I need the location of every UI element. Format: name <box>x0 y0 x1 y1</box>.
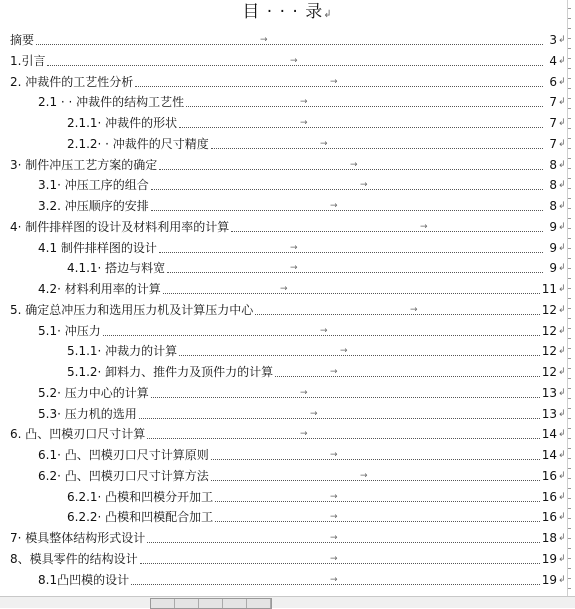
dot-leader <box>159 159 543 170</box>
ruler-tick <box>568 278 571 279</box>
toc-entry-page: 6 <box>549 74 557 89</box>
toc-entry-label: 摘要 <box>10 33 35 47</box>
toc-entry-label: 3.1· 冲压工序的组合 <box>38 178 149 193</box>
dot-leader <box>186 97 543 108</box>
ruler-tick <box>568 588 571 589</box>
dot-leader <box>167 263 543 274</box>
ruler-tick <box>568 398 571 399</box>
toc-entry[interactable] <box>0 72 568 92</box>
paragraph-mark-icon: ↲ <box>558 574 566 585</box>
paragraph-mark-icon: ↲ <box>558 159 566 170</box>
ruler-tick <box>568 428 571 429</box>
toc-entry-page: 16 <box>541 468 557 483</box>
ruler-tick <box>568 308 571 309</box>
toc-entry-page: 12 <box>541 344 557 359</box>
toc-entry-label: 6.1· 凸、凹模刃口尺寸计算原则 <box>38 448 209 462</box>
ruler-tick <box>568 458 571 459</box>
toc-entry[interactable] <box>0 155 568 175</box>
toc-title <box>0 0 575 24</box>
ruler-tick <box>568 408 571 409</box>
toc-entry[interactable] <box>0 134 568 154</box>
dot-leader <box>231 221 543 232</box>
toc-entry-label: 6.2· 凸、凹模刃口尺寸计算方法 <box>38 468 209 483</box>
paragraph-mark-icon: ↲ <box>558 512 566 523</box>
toc-entry-label: 3.2. 冲压顺序的安排 <box>38 199 149 213</box>
tab-mark-icon: → <box>350 159 358 170</box>
paragraph-mark-icon: ↲ <box>558 221 566 232</box>
tab-mark-icon: → <box>420 221 428 232</box>
toc-entry-page: 19 <box>541 551 557 566</box>
tab-mark-icon: → <box>290 55 298 66</box>
tab-mark-icon: → <box>330 491 338 502</box>
ruler-tick <box>568 208 571 209</box>
dot-leader <box>211 470 540 481</box>
toc-entry-page: 3 <box>549 33 557 47</box>
dot-leader <box>215 491 540 502</box>
toc-entry[interactable] <box>0 466 568 486</box>
paragraph-mark-icon: ↲ <box>558 118 566 128</box>
ruler-tick <box>568 438 571 439</box>
dot-leader <box>140 553 540 564</box>
ruler-tick <box>568 488 571 489</box>
toc-entry[interactable] <box>0 238 568 258</box>
ruler-tick <box>568 78 571 79</box>
ruler-tick <box>568 188 571 189</box>
toc-entry-page: 14 <box>541 427 557 442</box>
toc-entry[interactable] <box>0 362 568 382</box>
toc-entry-label: 4.1.1· 搭边与料宽 <box>67 261 166 276</box>
dot-leader <box>151 201 543 211</box>
toc-entry-label: 6.2.1· 凸模和凹模分开加工 <box>67 489 214 504</box>
toc-entry-label: 2.1.2· · 冲裁件的尺寸精度 <box>67 136 209 151</box>
ruler-tick <box>568 478 571 479</box>
toc-entry-page: 16 <box>541 489 557 504</box>
toc-entry-label: 6. 凸、凹模刃口尺寸计算 <box>10 427 146 442</box>
toc-entry-page: 19 <box>541 572 557 587</box>
paragraph-mark-icon: ↲ <box>558 180 566 191</box>
tab-mark-icon: → <box>320 325 328 336</box>
paragraph-mark-icon: ↲ <box>558 284 566 294</box>
ruler-tick <box>568 508 571 509</box>
toc-entry[interactable] <box>0 113 568 133</box>
ruler-tick <box>568 348 571 349</box>
ruler-tick <box>568 48 571 49</box>
status-bar <box>0 596 575 608</box>
toc-entry-label: 8、模具零件的结构设计 <box>10 551 138 566</box>
toc-entry-label: 5.2· 压力中心的计算 <box>38 385 149 400</box>
paragraph-mark-icon: ↲ <box>558 450 566 460</box>
paragraph-mark-icon: ↲ <box>558 242 566 253</box>
tab-mark-icon: → <box>330 367 338 377</box>
ruler-tick <box>568 258 571 259</box>
tab-mark-icon: → <box>280 284 288 294</box>
paragraph-mark-icon: ↲ <box>558 346 566 357</box>
paragraph-mark-icon: ↲ <box>558 97 566 108</box>
toc-entry-label: 5.1.2· 卸料力、推件力及顶件力的计算 <box>67 365 274 379</box>
ruler-tick <box>568 338 571 339</box>
toc-entry[interactable] <box>0 341 568 361</box>
toc-entry-label: 4.2· 材料利用率的计算 <box>38 282 161 296</box>
dot-leader <box>211 138 543 149</box>
toc-entry-label: 8.1凸凹模的设计 <box>38 572 130 587</box>
dot-leader <box>215 512 540 523</box>
tab-mark-icon: → <box>310 408 318 419</box>
tab-mark-icon: → <box>330 512 338 523</box>
dot-leader <box>151 180 543 191</box>
ruler-tick <box>568 418 571 419</box>
tab-mark-icon: → <box>290 242 298 253</box>
dot-leader <box>147 533 539 543</box>
toc-entry-page: 11 <box>541 282 557 296</box>
ruler-tick <box>568 178 571 179</box>
toc-entry-page: 9 <box>549 240 557 255</box>
tab-mark-icon: → <box>330 574 338 585</box>
toc-entry-page: 18 <box>541 531 557 545</box>
ruler-tick <box>568 368 571 369</box>
paragraph-mark-icon: ↲ <box>558 76 566 87</box>
paragraph-mark-icon: ↲ <box>558 387 566 398</box>
toc-entry[interactable] <box>0 51 568 71</box>
toc-entry-label: 5.1.1· 冲裁力的计算 <box>67 344 178 359</box>
ruler-tick <box>568 298 571 299</box>
tab-mark-icon: → <box>300 387 308 398</box>
toc-entry-label: 5.3· 压力机的选用 <box>38 406 137 421</box>
toc-entry[interactable] <box>0 383 568 403</box>
ruler-tick <box>568 158 571 159</box>
paragraph-mark-icon: ↲ <box>558 304 566 315</box>
ruler-tick <box>568 498 571 499</box>
paragraph-mark-icon: ↲ <box>558 325 566 336</box>
paragraph-mark-icon: ↲ <box>558 533 566 543</box>
toc-entry-label: 2.1 · · 冲裁件的结构工艺性 <box>38 95 185 110</box>
ruler-tick <box>568 468 571 469</box>
tab-mark-icon: → <box>320 138 328 149</box>
dot-leader <box>275 367 540 377</box>
toc-entry[interactable] <box>0 279 568 299</box>
tab-mark-icon: → <box>290 263 298 274</box>
ruler-tick <box>568 538 571 539</box>
toc-entry-label: 3· 制件冲压工艺方案的确定 <box>10 157 158 172</box>
dot-leader <box>131 574 540 585</box>
toc-entry-page: 9 <box>549 219 557 234</box>
toc-entry-page: 12 <box>541 365 557 379</box>
ruler-tick <box>568 328 571 329</box>
ruler-tick <box>568 578 571 579</box>
dot-leader <box>103 325 540 336</box>
dot-leader <box>179 118 543 128</box>
toc-entry-page: 7 <box>549 95 557 110</box>
ruler-tick <box>568 58 571 59</box>
toc-entry[interactable] <box>0 570 568 590</box>
paragraph-mark-icon: ↲ <box>558 408 566 419</box>
ruler-tick <box>568 228 571 229</box>
dot-leader <box>135 76 543 87</box>
toc-entry[interactable] <box>0 528 568 548</box>
tab-mark-icon: → <box>330 533 338 543</box>
ruler-tick <box>568 558 571 559</box>
toc-entry-page: 12 <box>541 302 557 317</box>
dot-leader <box>47 55 543 66</box>
tab-mark-icon: → <box>330 553 338 564</box>
toc-entry-label: 2.1.1· 冲裁件的形状 <box>67 116 178 130</box>
toc-entry[interactable] <box>0 30 568 50</box>
ruler-tick <box>568 518 571 519</box>
toc-entry[interactable] <box>0 217 568 237</box>
toc-entry[interactable] <box>0 424 568 444</box>
paragraph-mark-icon: ↲ <box>558 55 566 66</box>
ruler-tick <box>568 128 571 129</box>
toc-entry-label: 4· 制件排样图的设计及材料利用率的计算 <box>10 219 230 234</box>
ruler-tick <box>568 68 571 69</box>
ruler-tick <box>568 88 571 89</box>
ruler-tick <box>568 218 571 219</box>
toc-entry[interactable] <box>0 321 568 341</box>
toc-entry-page: 14 <box>541 448 557 462</box>
ruler-tick <box>568 318 571 319</box>
toc-entry[interactable] <box>0 549 568 569</box>
ruler-tick <box>568 18 571 19</box>
tab-mark-icon: → <box>300 429 308 440</box>
tab-mark-icon: → <box>330 450 338 460</box>
toc-entry-page: 13 <box>541 385 557 400</box>
ruler-tick <box>568 118 571 119</box>
toc-entry-page: 13 <box>541 406 557 421</box>
dot-leader <box>151 387 540 398</box>
view-buttons[interactable] <box>150 598 272 609</box>
dot-leader <box>255 304 539 315</box>
ruler-tick <box>568 248 571 249</box>
dot-leader <box>139 408 540 419</box>
toc-entry[interactable] <box>0 487 568 507</box>
dot-leader <box>211 450 540 460</box>
paragraph-mark-icon: ↲ <box>558 553 566 564</box>
ruler-tick <box>568 238 571 239</box>
ruler-tick <box>568 528 571 529</box>
ruler-tick <box>568 568 571 569</box>
toc-entry-page: 7 <box>549 136 557 151</box>
paragraph-mark-icon: ↲ <box>558 35 566 45</box>
toc-entry[interactable] <box>0 92 568 112</box>
tab-mark-icon: → <box>330 76 338 87</box>
toc-entry[interactable] <box>0 196 568 216</box>
toc-entry-label: 5. 确定总冲压力和选用压力机及计算压力中心 <box>10 302 254 317</box>
tab-mark-icon: → <box>300 118 308 128</box>
toc-entry[interactable] <box>0 300 568 320</box>
ruler-tick <box>568 378 571 379</box>
ruler-tick <box>568 448 571 449</box>
toc-entry-page: 8 <box>549 178 557 193</box>
ruler-tick <box>568 288 571 289</box>
ruler-tick <box>568 108 571 109</box>
ruler-tick <box>568 8 571 9</box>
dot-leader <box>36 35 543 45</box>
toc-entry-page: 8 <box>549 199 557 213</box>
tab-mark-icon: → <box>360 470 368 481</box>
toc-entry-page: 4 <box>549 53 557 68</box>
dot-leader <box>147 429 539 440</box>
paragraph-mark-icon: ↲ <box>558 429 566 440</box>
ruler-tick <box>568 138 571 139</box>
vertical-ruler <box>567 0 575 607</box>
toc-entry[interactable] <box>0 445 568 465</box>
tab-mark-icon: → <box>410 304 418 315</box>
toc-entry-label: 4.1 制件排样图的设计 <box>38 240 157 255</box>
paragraph-mark-icon: ↲ <box>558 138 566 149</box>
tab-mark-icon: → <box>300 97 308 108</box>
toc-entry-label: 7· 模具整体结构形式设计 <box>10 531 146 545</box>
ruler-tick <box>568 358 571 359</box>
toc-entry[interactable] <box>0 175 568 195</box>
toc-entry-page: 12 <box>541 323 557 338</box>
dot-leader <box>163 284 540 294</box>
toc-entry-label: 2. 冲裁件的工艺性分析 <box>10 74 134 89</box>
toc-title-text: 目 · · · 录 <box>242 2 324 22</box>
paragraph-mark-icon: ↲ <box>558 470 566 481</box>
toc-entry-label: 6.2.2· 凸模和凹模配合加工 <box>67 510 214 525</box>
paragraph-mark-icon: ↲ <box>323 9 333 20</box>
toc-entry-page: 7 <box>549 116 557 130</box>
dot-leader <box>159 242 543 253</box>
tab-mark-icon: → <box>330 201 338 211</box>
toc-entry[interactable] <box>0 404 568 424</box>
paragraph-mark-icon: ↲ <box>558 263 566 274</box>
ruler-tick <box>568 28 571 29</box>
toc-entry-page: 8 <box>549 157 557 172</box>
ruler-tick <box>568 548 571 549</box>
tab-mark-icon: → <box>260 35 268 45</box>
ruler-tick <box>568 388 571 389</box>
ruler-tick <box>568 98 571 99</box>
ruler-tick <box>568 38 571 39</box>
dot-leader <box>179 346 540 357</box>
ruler-tick <box>568 148 571 149</box>
tab-mark-icon: → <box>340 346 348 357</box>
toc-entry[interactable] <box>0 507 568 527</box>
ruler-tick <box>568 198 571 199</box>
toc-entry[interactable] <box>0 258 568 278</box>
tab-mark-icon: → <box>360 180 368 191</box>
toc-entry-page: 16 <box>541 510 557 525</box>
toc-entry-label: 1.引言 <box>10 53 46 68</box>
toc-entry-label: 5.1· 冲压力 <box>38 323 101 338</box>
ruler-tick <box>568 168 571 169</box>
toc-entry-page: 9 <box>549 261 557 276</box>
ruler-tick <box>568 268 571 269</box>
paragraph-mark-icon: ↲ <box>558 367 566 377</box>
paragraph-mark-icon: ↲ <box>558 491 566 502</box>
paragraph-mark-icon: ↲ <box>558 201 566 211</box>
